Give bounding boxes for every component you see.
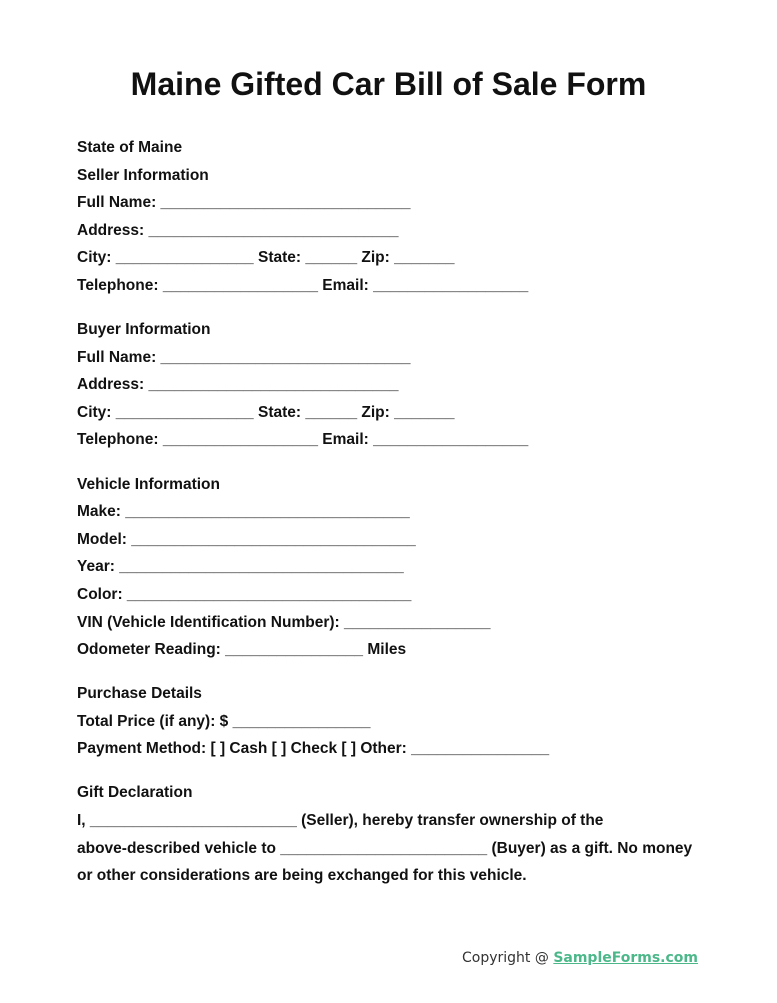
vin-field[interactable]: VIN (Vehicle Identification Number): _________________ bbox=[77, 613, 491, 631]
seller-section bbox=[77, 162, 717, 300]
gift-declaration-line[interactable]: above-described vehicle to ________________________ (Buyer) as a gift. No money bbox=[77, 839, 693, 857]
section-heading: Vehicle Information bbox=[77, 475, 220, 493]
gift-section bbox=[77, 779, 717, 889]
year-field[interactable]: Year: _________________________________ bbox=[77, 558, 404, 576]
buyer-full-name-field[interactable]: Full Name: _____________________________ bbox=[77, 348, 411, 366]
seller-city-state-zip-field[interactable]: City: ________________ State: ______ Zip: _______ bbox=[77, 249, 455, 267]
seller-telephone-email-field[interactable]: Telephone: __________________ Email: __________________ bbox=[77, 276, 529, 294]
model-field[interactable]: Model: _________________________________ bbox=[77, 530, 416, 548]
vehicle-section bbox=[77, 471, 717, 664]
payment-method-field[interactable]: Payment Method: [ ] Cash [ ] Check [ ] Other: ________________ bbox=[77, 740, 550, 758]
color-field[interactable]: Color: _________________________________ bbox=[77, 585, 412, 603]
footer-copyright bbox=[462, 950, 698, 966]
buyer-address-field[interactable]: Address: _____________________________ bbox=[77, 376, 399, 394]
gift-declaration-line[interactable]: I, ________________________ (Seller), hereby transfer ownership of the bbox=[77, 812, 604, 830]
odometer-field[interactable]: Odometer Reading: ________________ Miles bbox=[77, 641, 407, 659]
section-heading: Gift Declaration bbox=[77, 784, 193, 802]
section-heading: Seller Information bbox=[77, 166, 209, 184]
section-heading: Purchase Details bbox=[77, 685, 202, 703]
total-price-field[interactable]: Total Price (if any): $ ________________ bbox=[77, 712, 371, 730]
sampleforms-link[interactable]: SampleForms.com bbox=[553, 950, 699, 966]
purchase-section bbox=[77, 680, 717, 763]
seller-full-name-field[interactable]: Full Name: _____________________________ bbox=[77, 194, 411, 212]
form-body bbox=[77, 134, 717, 890]
copyright-text: Copyright @ bbox=[462, 950, 554, 966]
make-field[interactable]: Make: _________________________________ bbox=[77, 503, 410, 521]
state-label: State of Maine bbox=[77, 139, 183, 156]
seller-address-field[interactable]: Address: _____________________________ bbox=[77, 221, 399, 239]
buyer-telephone-email-field[interactable]: Telephone: __________________ Email: __________________ bbox=[77, 431, 529, 449]
section-heading: Buyer Information bbox=[77, 321, 211, 339]
buyer-city-state-zip-field[interactable]: City: ________________ State: ______ Zip: _______ bbox=[77, 403, 455, 421]
gift-declaration-line: or other considerations are being exchanged for this vehicle. bbox=[77, 867, 527, 885]
page-title: Maine Gifted Car Bill of Sale Form bbox=[130, 66, 647, 102]
buyer-section bbox=[77, 316, 717, 454]
